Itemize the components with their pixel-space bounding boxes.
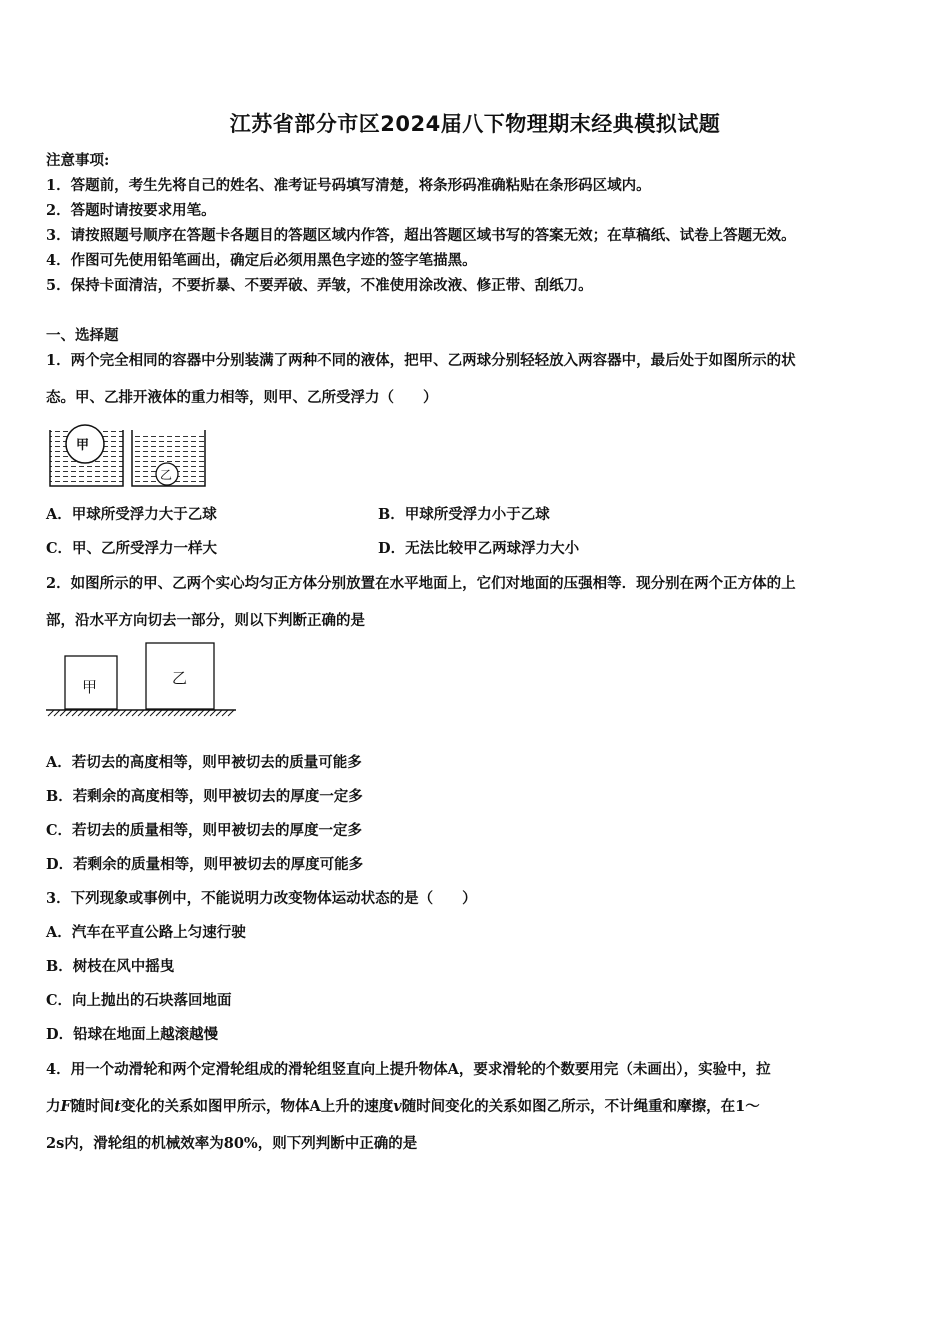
q4-stem-line3: 2s内，滑轮组的机械效率为80%，则下列判断中正确的是 bbox=[46, 1135, 418, 1152]
q2-figure-cubes bbox=[44, 640, 240, 720]
ground-hatching bbox=[48, 710, 234, 716]
q2-stem-line2: 部，沿水平方向切去一部分，则以下判断正确的是 bbox=[46, 612, 365, 629]
q4-text: 变化的关系如图甲所示，物体A上升的速度 bbox=[121, 1098, 394, 1115]
q1-option-c: C．甲、乙所受浮力一样大 bbox=[46, 540, 218, 557]
notice-heading: 注意事项: bbox=[46, 152, 110, 169]
q4-text: 力 bbox=[46, 1098, 61, 1115]
q1-stem-line2: 态。甲、乙排开液体的重力相等，则甲、乙所受浮力（ ） bbox=[46, 389, 438, 406]
q3-option-c: C．向上抛出的石块落回地面 bbox=[46, 992, 232, 1009]
q2-label-jia: 甲 bbox=[82, 678, 98, 696]
section-heading: 一、选择题 bbox=[46, 327, 119, 344]
q1-option-a: A．甲球所受浮力大于乙球 bbox=[46, 506, 217, 523]
notice-item: 4．作图可先使用铅笔画出，确定后必须用黑色字迹的签字笔描黑。 bbox=[46, 252, 477, 269]
q4-stem-line2 bbox=[46, 1097, 760, 1117]
q2-option-c: C．若切去的质量相等，则甲被切去的厚度一定多 bbox=[46, 822, 363, 839]
q3-option-a: A．汽车在平直公路上匀速行驶 bbox=[46, 924, 246, 941]
q4-var-f: F bbox=[60, 1098, 71, 1115]
notice-item: 2．答题时请按要求用笔。 bbox=[46, 202, 216, 219]
q2-stem-line1: 2．如图所示的甲、乙两个实心均匀正方体分别放置在水平地面上，它们对地面的压强相等．现分别在两个正方体的上 bbox=[46, 575, 796, 592]
page-title: 江苏省部分市区2024届八下物理期末经典模拟试题 bbox=[229, 112, 721, 136]
q1-label-yi: 乙 bbox=[160, 468, 173, 482]
q1-option-b: B．甲球所受浮力小于乙球 bbox=[378, 506, 550, 523]
q4-stem-line1: 4．用一个动滑轮和两个定滑轮组成的滑轮组竖直向上提升物体A，要求滑轮的个数要用完（未画出），实验中，拉 bbox=[46, 1061, 771, 1078]
q2-option-a: A．若切去的高度相等，则甲被切去的质量可能多 bbox=[46, 754, 362, 771]
q4-text: 随时间 bbox=[70, 1098, 115, 1115]
q3-option-b: B．树枝在风中摇曳 bbox=[46, 958, 175, 975]
notice-item: 1．答题前，考生先将自己的姓名、准考证号码填写清楚，将条形码准确粘贴在条形码区域内。 bbox=[46, 177, 651, 194]
q1-stem-line1: 1．两个完全相同的容器中分别装满了两种不同的液体，把甲、乙两球分别轻轻放入两容器中，最后处于如图所示的状 bbox=[46, 352, 796, 369]
q2-option-d: D．若剩余的质量相等，则甲被切去的厚度可能多 bbox=[46, 856, 364, 873]
q1-figure-containers bbox=[46, 424, 216, 490]
q2-label-yi: 乙 bbox=[172, 669, 188, 687]
q3-option-d: D．铅球在地面上越滚越慢 bbox=[46, 1026, 219, 1043]
q4-text: 随时间变化的关系如图乙所示，不计绳重和摩擦，在1～ bbox=[401, 1098, 760, 1115]
q2-option-b: B．若剩余的高度相等，则甲被切去的厚度一定多 bbox=[46, 788, 363, 805]
q4-var-v: v bbox=[393, 1098, 402, 1115]
q1-label-jia: 甲 bbox=[76, 438, 90, 453]
notice-item: 3．请按照题号顺序在答题卡各题目的答题区域内作答，超出答题区域书写的答案无效；在草稿纸、试卷上答题无效。 bbox=[46, 227, 796, 244]
q3-stem: 3．下列现象或事例中，不能说明力改变物体运动状态的是（ ） bbox=[46, 890, 477, 907]
q1-option-d: D．无法比较甲乙两球浮力大小 bbox=[378, 540, 580, 557]
q4-var-t: t bbox=[114, 1098, 121, 1115]
notice-item: 5．保持卡面清洁，不要折暴、不要弄破、弄皱，不准使用涂改液、修正带、刮纸刀。 bbox=[46, 277, 593, 294]
